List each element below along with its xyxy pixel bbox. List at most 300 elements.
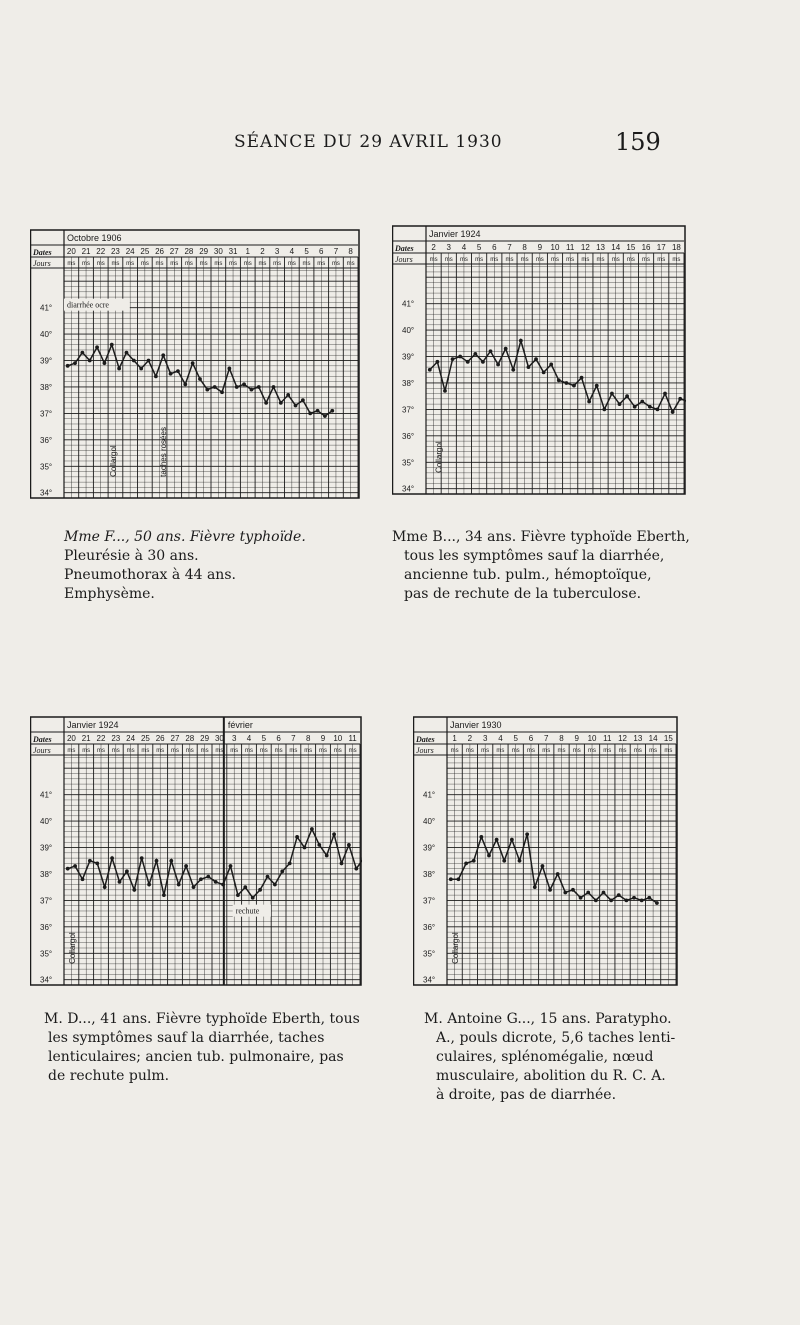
chart-3-temperature-point [147, 883, 151, 887]
chart-4-temperature-point [632, 896, 636, 900]
caption-4-line-4: musculaire, abolition du R. C. A. [436, 1068, 666, 1084]
chart-3-month-label: Janvier 1924 [67, 720, 119, 730]
chart-3-ms-label: ms [67, 748, 76, 754]
chart-2-temperature-point [481, 360, 485, 364]
chart-1-temperature-point [154, 374, 158, 378]
chart-3-date-label: 9 [320, 734, 326, 743]
chart-3-date-label: 27 [170, 734, 180, 743]
chart-3-temperature-point [236, 893, 240, 897]
chart-4-date-label: 14 [648, 734, 658, 743]
chart-1-ms-label: ms [346, 261, 355, 267]
chart-3-date-label: 10 [333, 734, 343, 743]
temperature-chart-2 [392, 224, 686, 496]
chart-3-temperature-point [169, 859, 173, 863]
chart-3-ms-label: ms [200, 748, 209, 754]
chart-4-temperature-point [563, 891, 567, 895]
chart-1-date-label: 21 [81, 247, 91, 256]
chart-3-ytick-label: 38° [40, 869, 53, 879]
chart-1-ms-label: ms [96, 261, 105, 267]
temperature-chart-1 [30, 228, 360, 500]
chart-3-ms-label: ms [230, 748, 239, 754]
chart-2-date-label: 15 [626, 243, 636, 252]
chart-2-temperature-point [580, 376, 584, 380]
chart-4-date-label: 12 [618, 734, 628, 743]
chart-3-temperature-point [295, 835, 299, 839]
chart-1-temperature-point [183, 382, 187, 386]
chart-1-date-label: 22 [96, 247, 106, 256]
chart-1-date-label: 1 [245, 247, 250, 256]
chart-2-temperature-point [564, 381, 568, 385]
chart-1-temperature-point [308, 412, 312, 416]
chart-1-temperature-point [205, 388, 209, 392]
chart-3-ytick-label: 41° [40, 790, 53, 800]
chart-2-date-label: 7 [507, 243, 512, 252]
chart-3-ms-label: ms [348, 748, 357, 754]
chart-3-temperature-point [155, 859, 159, 863]
chart-3-temperature-point [243, 885, 247, 889]
chart-1-temperature-point [147, 359, 151, 363]
chart-1-date-label: 26 [155, 247, 165, 256]
chart-3-temperature-point [206, 875, 210, 879]
chart-2-ytick-label: 38° [402, 378, 415, 388]
chart-4-temperature-point [495, 838, 499, 842]
chart-1-temperature-point [213, 385, 217, 389]
chart-1-ms-label: ms [140, 261, 149, 267]
chart-3-date-label: 23 [111, 734, 121, 743]
chart-4-ytick-label: 39° [423, 843, 436, 853]
chart-4-ms-label: ms [664, 748, 673, 754]
chart-2-temperature-point [648, 405, 652, 409]
chart-4-temperature-point [464, 861, 468, 865]
chart-4-date-label: 10 [587, 734, 597, 743]
chart-4-temperature-point [571, 888, 575, 892]
chart-2-date-label: 12 [580, 243, 590, 252]
chart-2-date-label: 4 [461, 243, 467, 252]
temperature-chart-3 [30, 715, 362, 987]
chart-4-ms-label: ms [481, 748, 490, 754]
chart-2-ms-label: ms [505, 257, 514, 263]
chart-2-temperature-point [496, 363, 500, 367]
chart-4-temperature-point [472, 859, 476, 863]
chart-2-ms-label: ms [535, 257, 544, 263]
chart-3-ms-label: ms [289, 748, 298, 754]
chart-4-ms-label: ms [588, 748, 597, 754]
caption-4-line-2: A., pouls dicrote, 5,6 taches lenti- [436, 1030, 676, 1046]
chart-2-ytick-label: 36° [402, 431, 415, 441]
chart-2-temperature-point [428, 368, 432, 372]
chart-2-date-label: 17 [656, 243, 666, 252]
chart-3-ms-label: ms [215, 748, 224, 754]
chart-4-temperature-point [533, 885, 537, 889]
caption-2-line-1: Mme B..., 34 ans. Fièvre typhoïde Eberth, [392, 529, 690, 545]
chart-2-ms-label: ms [520, 257, 529, 263]
chart-3-date-label: 11 [348, 734, 357, 743]
chart-2-temperature-point [542, 370, 546, 374]
chart-3-date-label: 30 [214, 734, 224, 743]
chart-1-ytick-label: 41° [40, 303, 53, 313]
chart-3-ms-label: ms [156, 748, 165, 754]
chart-3-jours-label: Jours [33, 746, 51, 755]
chart-1-svg [30, 228, 360, 500]
chart-1-ms-label: ms [317, 261, 326, 267]
chart-1-temperature-point [279, 401, 283, 405]
chart-4-ytick-label: 34° [423, 975, 436, 985]
chart-2-temperature-point [557, 378, 561, 382]
chart-1-ms-label: ms [243, 261, 252, 267]
chart-4-temperature-point [548, 888, 552, 892]
chart-1-date-label: 24 [125, 247, 135, 256]
chart-2-dates-label: Dates [395, 244, 414, 253]
chart-2-annotation: Collargol [434, 441, 444, 473]
chart-4-jours-label: Jours [416, 746, 434, 755]
chart-4-temperature-point [617, 893, 621, 897]
chart-4-ms-label: ms [526, 748, 535, 754]
chart-3-temperature-point [280, 869, 284, 873]
chart-2-ytick-label: 39° [402, 352, 415, 362]
chart-4-temperature-point [556, 872, 560, 876]
chart-1-ytick-label: 34° [40, 488, 53, 498]
chart-3-date-label: 3 [231, 734, 237, 743]
chart-4-temperature-point [449, 877, 453, 881]
chart-4-date-label: 7 [544, 734, 549, 743]
chart-2-date-label: 10 [550, 243, 560, 252]
chart-2-ms-label: ms [611, 257, 620, 263]
chart-1-dates-label: Dates [33, 248, 52, 257]
chart-2-ms-label: ms [596, 257, 605, 263]
chart-3-date-label: 6 [276, 734, 281, 743]
chart-1-date-label: 23 [110, 247, 120, 256]
chart-3-temperature-point [110, 856, 114, 860]
caption-1-line-2: Pleurésie à 30 ans. [64, 548, 199, 564]
chart-2-ms-label: ms [444, 257, 453, 263]
chart-3-temperature-point [88, 859, 92, 863]
chart-3-ytick-label: 34° [40, 975, 53, 985]
chart-1-temperature-point [139, 367, 143, 371]
chart-1-date-label: 8 [348, 247, 353, 256]
chart-2-temperature-point [618, 402, 622, 406]
chart-2-temperature-point [458, 355, 462, 359]
chart-4-ms-label: ms [572, 748, 581, 754]
chart-1-ytick-label: 35° [40, 462, 53, 472]
chart-1-annotation: Collargol [109, 445, 119, 477]
caption-2-line-4: pas de rechute de la tuberculose. [404, 586, 642, 602]
chart-1-temperature-point [227, 367, 231, 371]
chart-1-temperature-point [323, 414, 327, 418]
chart-2-temperature-point [595, 384, 599, 388]
chart-1-temperature-point [73, 361, 77, 365]
chart-3-date-label: 25 [140, 734, 150, 743]
chart-4-temperature-point [647, 896, 651, 900]
chart-2-temperature-point [511, 368, 515, 372]
chart-3-ms-label: ms [259, 748, 268, 754]
chart-2-ytick-label: 35° [402, 458, 415, 468]
chart-2-temperature-point [466, 360, 470, 364]
chart-1-temperature-point [250, 388, 254, 392]
chart-2-date-label: 14 [611, 243, 621, 252]
chart-3-dates-label: Dates [33, 735, 52, 744]
chart-2-date-label: 2 [431, 243, 436, 252]
chart-1-temperature-point [264, 401, 268, 405]
chart-4-month-label: Janvier 1930 [450, 720, 502, 730]
chart-4-svg [413, 715, 678, 987]
caption-2-line-2: tous les symptômes sauf la diarrhée, [404, 548, 665, 564]
chart-1-date-label: 4 [289, 247, 295, 256]
caption-4-line-5: à droite, pas de diarrhée. [436, 1087, 617, 1103]
chart-3-date-label: 28 [185, 734, 195, 743]
chart-2-date-label: 16 [641, 243, 651, 252]
chart-3-date-label: 4 [246, 734, 252, 743]
chart-1-ms-label: ms [331, 261, 340, 267]
chart-3-frame [31, 717, 362, 985]
chart-1-temperature-point [117, 367, 121, 371]
chart-3-date-label: 29 [200, 734, 210, 743]
chart-1-temperature-point [316, 409, 320, 413]
chart-4-temperature-point [525, 832, 529, 836]
chart-2-ms-label: ms [672, 257, 681, 263]
chart-2-temperature-point [435, 360, 439, 364]
caption-1-line-1: Mme F..., 50 ans. Fièvre typhoïde. [64, 529, 306, 545]
chart-2-temperature-point [519, 339, 523, 343]
chart-2-temperature-point [549, 363, 553, 367]
chart-4-date-label: 4 [498, 734, 503, 743]
chart-3-date-label: 26 [155, 734, 165, 743]
chart-3-svg [30, 715, 362, 987]
chart-1-temperature-point [132, 359, 136, 363]
chart-3-month-label: février [227, 720, 253, 730]
chart-3-temperature-point [132, 888, 136, 892]
chart-3-temperature-point [229, 864, 233, 868]
chart-3-temperature-point [177, 883, 181, 887]
chart-1-ytick-label: 37° [40, 409, 53, 419]
chart-1-date-label: 25 [140, 247, 150, 256]
chart-1-date-label: 2 [260, 247, 265, 256]
caption-4 [424, 1010, 694, 1105]
chart-1-temperature-point [272, 385, 276, 389]
chart-1-ms-label: ms [258, 261, 267, 267]
chart-1-ms-label: ms [199, 261, 208, 267]
chart-4-temperature-point [510, 838, 514, 842]
chart-3-temperature-point [125, 869, 129, 873]
chart-3-temperature-point [266, 875, 270, 879]
chart-3-ms-label: ms [171, 748, 179, 754]
chart-2-date-label: 11 [566, 243, 575, 252]
chart-4-date-label: 15 [663, 734, 673, 743]
chart-4-ms-label: ms [465, 748, 474, 754]
chart-1-month-label: Octobre 1906 [67, 233, 122, 243]
chart-2-temperature-point [671, 410, 675, 414]
chart-4-ytick-label: 35° [423, 949, 436, 959]
chart-4-date-label: 8 [559, 734, 564, 743]
caption-1-line-4: Emphysème. [64, 586, 155, 602]
chart-2-svg [392, 224, 686, 496]
chart-4-date-label: 1 [452, 734, 457, 743]
chart-3-date-label: 24 [126, 734, 136, 743]
chart-4-date-label: 13 [633, 734, 643, 743]
chart-3-ms-label: ms [274, 748, 283, 754]
chart-4-date-label: 6 [528, 734, 534, 743]
chart-3-ms-label: ms [319, 748, 327, 754]
chart-3-date-label: 8 [305, 734, 311, 743]
chart-3-temperature-point [325, 854, 329, 858]
chart-4-date-label: 9 [574, 734, 579, 743]
chart-1-ms-label: ms [155, 261, 164, 267]
chart-2-temperature-point [656, 408, 660, 412]
chart-4-temperature-point [479, 835, 483, 839]
chart-1-date-label: 27 [169, 247, 179, 256]
chart-1-date-label: 29 [199, 247, 209, 256]
chart-3-date-label: 21 [81, 734, 91, 743]
chart-2-temperature-point [625, 394, 629, 398]
chart-4-temperature-point [609, 899, 613, 903]
chart-4-annotation: Collargol [451, 932, 461, 964]
chart-2-temperature-point [610, 392, 614, 396]
chart-1-date-label: 3 [274, 247, 280, 256]
chart-3-temperature-point [332, 832, 336, 836]
chart-2-ms-label: ms [475, 257, 484, 263]
chart-4-dates-label: Dates [416, 735, 435, 744]
chart-1-date-label: 20 [66, 247, 76, 256]
chart-3-temperature-point [81, 877, 85, 881]
chart-1-temperature-point [257, 385, 261, 389]
chart-1-temperature-point [66, 364, 70, 368]
chart-4-ms-label: ms [511, 748, 520, 754]
chart-2-temperature-point [504, 347, 508, 351]
chart-1-temperature-point [95, 345, 99, 349]
caption-1-line-3: Pneumothorax à 44 ans. [64, 567, 236, 583]
chart-1-ms-label: ms [302, 261, 311, 267]
chart-1-ytick-label: 40° [40, 330, 53, 340]
chart-1-date-label: 31 [228, 247, 238, 256]
chart-3-temperature-point [347, 843, 351, 847]
chart-4-temperature-point [655, 901, 659, 905]
chart-3-temperature-point [354, 867, 358, 871]
chart-1-date-label: 5 [304, 247, 309, 256]
chart-3-ytick-label: 35° [40, 949, 53, 959]
chart-4-temperature-point [541, 864, 545, 868]
chart-3-annotation: rechute [235, 906, 260, 916]
chart-1-ms-label: ms [273, 261, 282, 267]
chart-1-ms-label: ms [229, 261, 238, 267]
chart-3-date-label: 7 [291, 734, 296, 743]
caption-2-line-3: ancienne tub. pulm., hémoptoïque, [404, 567, 652, 583]
chart-3-temperature-point [251, 896, 255, 900]
chart-4-temperature-point [457, 877, 461, 881]
chart-4-date-label: 5 [513, 734, 518, 743]
chart-1-temperature-point [176, 369, 180, 373]
chart-4-ms-label: ms [542, 748, 551, 754]
chart-1-temperature-point [103, 361, 107, 365]
chart-1-temperature-point [110, 343, 114, 347]
chart-2-ytick-label: 37° [402, 405, 415, 415]
chart-1-ms-label: ms [184, 261, 193, 267]
caption-2 [392, 528, 692, 604]
chart-2-temperature-point [572, 384, 576, 388]
chart-1-temperature-point [286, 393, 290, 397]
chart-4-ms-label: ms [603, 748, 612, 754]
chart-3-ytick-label: 39° [40, 843, 53, 853]
chart-4-ytick-label: 37° [423, 896, 436, 906]
chart-1-ms-label: ms [287, 261, 296, 267]
chart-1-date-label: 7 [333, 247, 339, 256]
caption-3-line-2: les symptômes sauf la diarrhée, taches [48, 1030, 325, 1046]
chart-4-ytick-label: 38° [423, 869, 436, 879]
chart-3-temperature-point [95, 861, 99, 865]
chart-1-ms-label: ms [214, 261, 223, 267]
chart-1-temperature-point [191, 361, 195, 365]
chart-3-temperature-point [140, 856, 144, 860]
chart-1-ms-label: ms [126, 261, 135, 267]
chart-1-date-label: 30 [213, 247, 223, 256]
chart-2-date-label: 9 [537, 243, 543, 252]
caption-3-line-3: lenticulaires; ancien tub. pulmonaire, pas [48, 1049, 344, 1065]
chart-3-temperature-point [317, 843, 321, 847]
chart-1-temperature-point [235, 385, 239, 389]
chart-2-ms-label: ms [626, 257, 635, 263]
chart-4-ms-label: ms [633, 748, 642, 754]
chart-4-ms-label: ms [557, 748, 566, 754]
page-header [0, 126, 800, 160]
chart-3-ytick-label: 36° [40, 922, 53, 932]
chart-2-ytick-label: 34° [402, 484, 415, 494]
chart-3-ytick-label: 40° [40, 817, 53, 827]
chart-2-ms-label: ms [566, 257, 575, 263]
chart-2-date-label: 8 [522, 243, 527, 252]
chart-2-ytick-label: 40° [402, 326, 415, 336]
chart-2-date-label: 3 [446, 243, 451, 252]
temperature-chart-4 [413, 715, 678, 987]
chart-1-frame [31, 230, 360, 498]
running-title: SÉANCE DU 29 AVRIL 1930 [234, 132, 503, 152]
chart-4-ytick-label: 36° [423, 922, 436, 932]
chart-4-date-label: 3 [482, 734, 488, 743]
chart-1-temperature-point [161, 353, 165, 357]
chart-3-temperature-point [310, 827, 314, 831]
chart-3-date-label: 5 [261, 734, 267, 743]
chart-3-temperature-point [199, 877, 203, 881]
chart-1-temperature-point [125, 351, 129, 355]
chart-3-temperature-point [66, 867, 70, 871]
chart-4-temperature-point [586, 891, 590, 895]
chart-1-temperature-point [220, 390, 224, 394]
chart-4-temperature-point [502, 859, 506, 863]
chart-4-temperature-point [579, 896, 583, 900]
chart-2-temperature-point [678, 397, 682, 401]
chart-4-temperature-point [640, 899, 644, 903]
chart-3-temperature-point [103, 885, 107, 889]
chart-4-temperature-point [624, 899, 628, 903]
chart-4-ms-label: ms [649, 748, 658, 754]
chart-2-temperature-point [473, 352, 477, 356]
chart-3-temperature-point [303, 846, 307, 850]
chart-2-temperature-point [451, 357, 455, 361]
chart-2-ms-label: ms [551, 257, 559, 263]
chart-1-annotation: taches rosées [159, 427, 169, 477]
chart-1-temperature-point [88, 359, 92, 363]
chart-1-ms-label: ms [170, 261, 179, 267]
chart-2-ms-label: ms [459, 257, 468, 263]
chart-1-ms-label: ms [82, 261, 91, 267]
chart-1-annotation: diarrhée ocre [67, 300, 109, 310]
chart-3-ytick-label: 37° [40, 896, 53, 906]
chart-4-ytick-label: 40° [423, 817, 436, 827]
chart-1-date-label: 28 [184, 247, 194, 256]
chart-1-ytick-label: 39° [40, 356, 53, 366]
chart-3-ms-label: ms [333, 748, 342, 754]
chart-3-date-label: 22 [96, 734, 106, 743]
page-number: 159 [615, 128, 661, 156]
chart-2-temperature-point [663, 392, 667, 396]
chart-2-temperature-point [489, 349, 493, 353]
